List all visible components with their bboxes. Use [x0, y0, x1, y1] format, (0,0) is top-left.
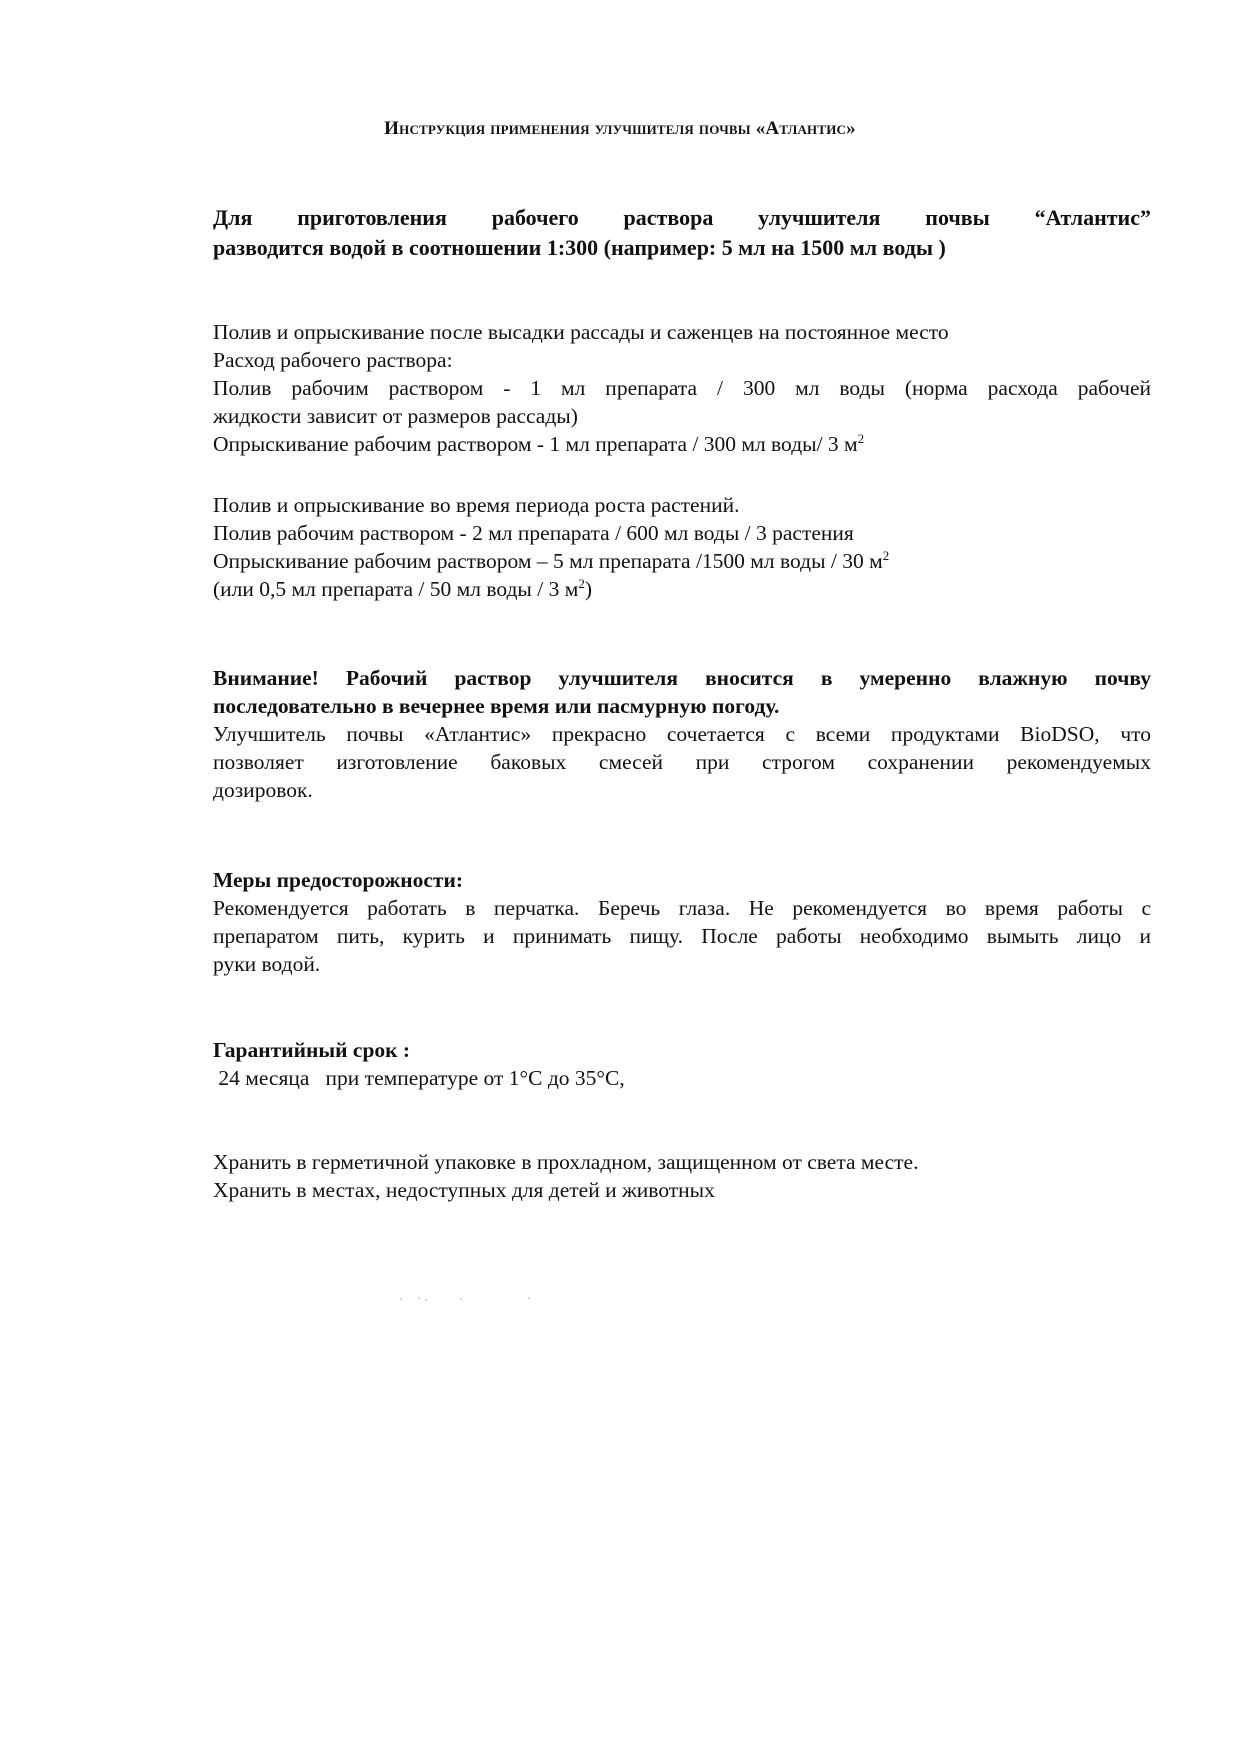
attention-section — [213, 664, 1151, 804]
growth-line: Полив рабочим раствором - 2 мл препарата / 600 мл воды / 3 растения — [213, 521, 854, 545]
precautions-line: руки водой. — [213, 952, 321, 976]
growth-alt-close: ) — [584, 577, 592, 601]
intro-word: улучшителя — [758, 205, 881, 230]
precautions-section — [213, 866, 1151, 978]
planting-line: Расход рабочего раствора: — [213, 348, 453, 372]
planting-spray-text: Опрыскивание рабочим раствором - 1 мл препарата / 300 мл воды/ 3 м — [213, 432, 858, 456]
square-superscript: 2 — [578, 575, 585, 591]
warranty-heading: Гарантийный срок : — [213, 1038, 411, 1062]
intro-paragraph — [213, 203, 1151, 263]
intro-line-2: разводится водой в соотношении 1:300 (например: 5 мл на 1500 мл воды ) — [213, 235, 946, 260]
square-superscript: 2 — [882, 547, 890, 563]
intro-word: рабочего — [491, 205, 579, 230]
attention-line: позволяет изготовление баковых смесей при строгом сохранении рекомендуемых — [213, 750, 1151, 774]
attention-bold-line: Внимание! Рабочий раствор улучшителя вносится в умеренно влажную почву — [213, 666, 1151, 690]
precautions-line: препаратом пить, курить и принимать пищу. После работы необходимо вымыть лицо и — [213, 924, 1151, 948]
intro-word: почвы — [925, 205, 990, 230]
scan-speck — [528, 1297, 530, 1299]
planting-line: Полив рабочим раствором - 1 мл препарата / 300 мл воды (норма расхода рабочей — [213, 376, 1151, 400]
intro-word: “Атлантис” — [1034, 205, 1151, 230]
growth-line-alt — [213, 575, 1151, 603]
attention-bold-line: последовательно в вечернее время или пасмурную погоду. — [213, 694, 780, 718]
warranty-line: 24 месяца при температуре от 1°С до 35°С, — [213, 1066, 625, 1090]
growth-section — [213, 491, 1151, 603]
square-superscript: 2 — [857, 430, 865, 446]
storage-line: Хранить в местах, недоступных для детей и животных — [213, 1178, 715, 1202]
growth-spray-text: Опрыскивание рабочим раствором – 5 мл препарата /1500 мл воды / 30 м — [213, 549, 883, 573]
precautions-line: Рекомендуется работать в перчатка. Беречь глаза. Не рекомендуется во время работы с — [213, 896, 1151, 920]
intro-word: Для — [213, 205, 253, 230]
scan-speck — [400, 1298, 402, 1300]
scan-specks — [400, 1297, 540, 1301]
warranty-section — [213, 1036, 1151, 1092]
growth-alt-text: (или 0,5 мл препарата / 50 мл воды / 3 м — [213, 577, 579, 601]
intro-word: приготовления — [297, 205, 447, 230]
growth-line: Полив и опрыскивание во время периода роста растений. — [213, 493, 740, 517]
storage-section — [213, 1148, 1151, 1204]
planting-line: Полив и опрыскивание после высадки рассады и саженцев на постоянное место — [213, 320, 949, 344]
storage-line: Хранить в герметичной упаковке в прохладном, защищенном от света месте. — [213, 1150, 919, 1174]
document-title: Инструкция применения улучшителя почвы «Атлантис» — [384, 118, 856, 139]
growth-line-spray — [213, 547, 1151, 575]
intro-word: раствора — [623, 205, 714, 230]
scan-speck — [418, 1297, 420, 1299]
scan-speck — [460, 1298, 462, 1300]
intro-line-1 — [213, 203, 1151, 233]
planting-section — [213, 318, 1151, 458]
attention-line: Улучшитель почвы «Атлантис» прекрасно сочетается с всеми продуктами BioDSO, что — [213, 722, 1151, 746]
planting-line: жидкости зависит от размеров рассады) — [213, 404, 578, 428]
scan-speck — [425, 1299, 427, 1301]
planting-line-spray — [213, 430, 1151, 458]
precautions-heading: Меры предосторожности: — [213, 868, 464, 892]
attention-line: дозировок. — [213, 778, 313, 802]
